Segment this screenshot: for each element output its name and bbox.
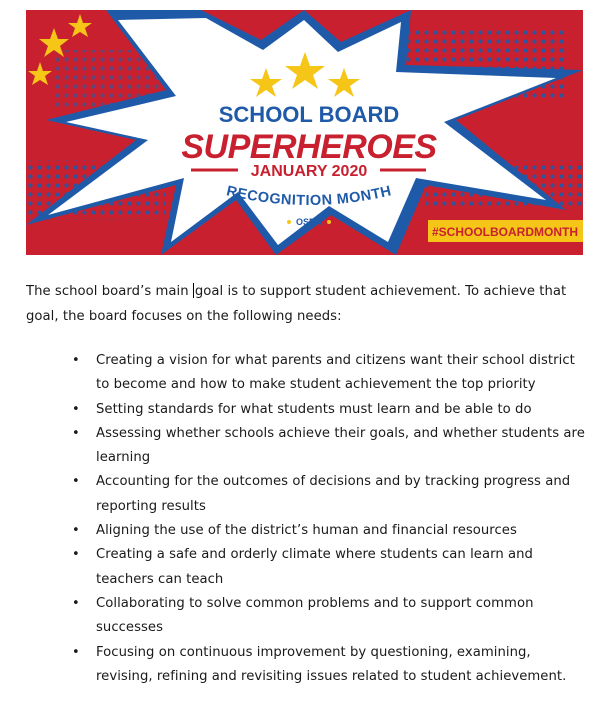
banner-image	[26, 10, 583, 255]
list-item-text: Assessing whether schools achieve their goals, and whether students are learning	[96, 425, 585, 466]
list-item	[26, 519, 586, 543]
banner-hashtag: #SCHOOLBOARDMONTH	[432, 225, 578, 239]
list-item	[26, 641, 586, 690]
list-item	[26, 349, 586, 398]
list-item	[26, 422, 586, 471]
banner-title-line1: SCHOOL BOARD	[218, 102, 400, 127]
list-item	[26, 470, 586, 519]
list-item-text: Focusing on continuous improvement by questioning, examining, revising, refining and revisiting issues related to student achievement.	[96, 644, 567, 684]
banner-title-superheroes: SUPERHEROES	[181, 128, 437, 166]
list-item	[26, 543, 586, 592]
banner-graphic	[26, 10, 583, 255]
bullet-icon: •	[72, 353, 80, 368]
osba-logo: OSBA	[295, 217, 323, 227]
needs-list	[26, 349, 586, 689]
intro-paragraph[interactable]	[26, 280, 586, 329]
intro-text-before-caret: The school board’s main	[26, 284, 193, 299]
bullet-icon: •	[72, 644, 80, 660]
list-item-text: Creating a vision for what parents and citizens want their school district to become and how to make student achievement the top priority	[96, 353, 575, 393]
bullet-icon: •	[72, 523, 80, 539]
list-item-text: Aligning the use of the district’s human and financial resources	[96, 523, 517, 539]
bullet-icon: •	[72, 547, 80, 563]
intro-text-after-caret: goal is to support student achievement. To achieve that goal, the board focuses on the following needs:	[26, 284, 567, 324]
bullet-icon: •	[72, 595, 80, 611]
list-item-text: Collaborating to solve common problems and to support common successes	[96, 595, 534, 636]
list-item-text: Accounting for the outcomes of decisions and by tracking progress and reporting results	[96, 474, 571, 514]
list-item	[26, 398, 586, 422]
list-item-text: Setting standards for what students must learn and be able to do	[96, 401, 532, 417]
banner-date: JANUARY 2020	[250, 163, 368, 180]
bullet-icon: •	[72, 425, 80, 441]
document-body	[26, 280, 586, 689]
bullet-icon: •	[72, 401, 80, 417]
banner-recognition-month-text: RECOGNITION MONTH	[224, 183, 394, 210]
list-item-text: Creating a safe and orderly climate where students can learn and teachers can teach	[96, 547, 533, 587]
list-item	[26, 592, 586, 641]
bullet-icon: •	[72, 474, 80, 490]
